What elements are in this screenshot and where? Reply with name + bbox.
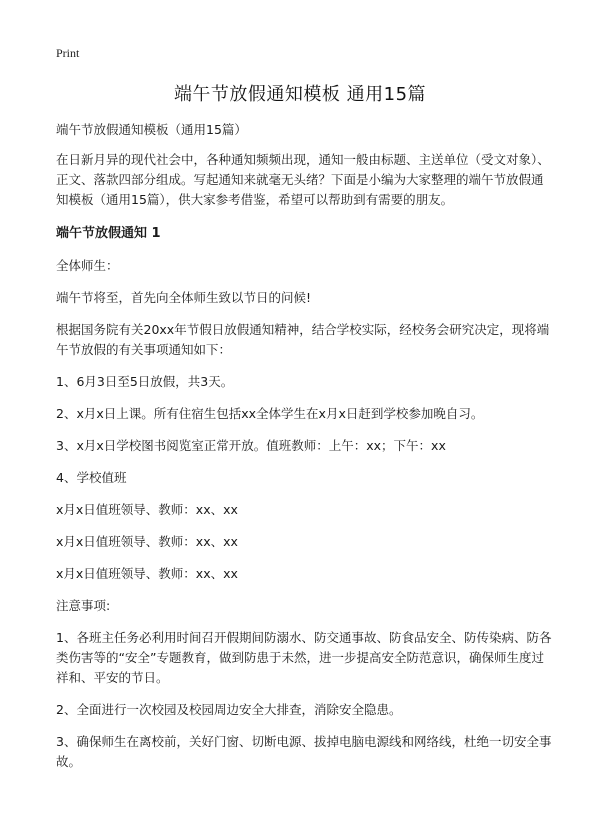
body-paragraph: 1、6月3日至5日放假，共3天。 xyxy=(56,374,234,389)
body-paragraph: 端午节将至，首先向全体师生致以节日的问候! xyxy=(56,290,312,305)
body-paragraph: 4、学校值班 xyxy=(56,470,127,485)
body-paragraph: 1、各班主任务必利用时间召开假期间防溺水、防交通事故、防食品安全、防传染病、防各类伤害等的“安全”专题教育，做到防患于未然，进一步提高安全防范意识，确保师生度过祥和、平安的节日。 xyxy=(56,630,552,685)
intro-paragraph: 在日新月异的现代社会中，各种通知频频出现，通知一般由标题、主送单位（受文对象）、正文、落款四部分组成。写起通知来就毫无头绪？下面是小编为大家整理的端午节放假通知模板（通用15篇），供大家参考借鉴，希望可以帮助到有需要的朋友。 xyxy=(56,152,550,207)
document-subtitle: 端午节放假通知模板（通用15篇） xyxy=(56,122,247,137)
body-paragraph: x月x日值班领导、教师：xx、xx xyxy=(56,502,238,517)
body-paragraph: 3、确保师生在离校前，关好门窗、切断电源、拔掉电脑电源线和网络线，杜绝一切安全事故。 xyxy=(56,734,552,769)
document-body xyxy=(56,120,552,784)
body-paragraph: 注意事项: xyxy=(56,598,111,613)
body-paragraph: 2、x月x日上课。所有住宿生包括xx全体学生在x月x日赶到学校参加晚自习。 xyxy=(56,406,484,421)
print-label: Print xyxy=(56,46,80,60)
body-paragraph: x月x日值班领导、教师：xx、xx xyxy=(56,534,238,549)
body-paragraph: 3、x月x日学校图书阅览室正常开放。值班教师：上午：xx；下午：xx xyxy=(56,438,446,453)
body-paragraph: 根据国务院有关20xx年节假日放假通知精神，结合学校实际，经校务会研究决定，现将端午节放假的有关事项通知如下： xyxy=(56,322,550,357)
document-title: 端午节放假通知模板 通用15篇 xyxy=(173,84,427,105)
section-heading: 端午节放假通知 1 xyxy=(56,226,161,241)
body-paragraph: 全体师生： xyxy=(56,258,119,273)
body-paragraph: 2、全面进行一次校园及校园周边安全大排查，消除安全隐患。 xyxy=(56,702,402,717)
body-paragraph: x月x日值班领导、教师：xx、xx xyxy=(56,566,238,581)
